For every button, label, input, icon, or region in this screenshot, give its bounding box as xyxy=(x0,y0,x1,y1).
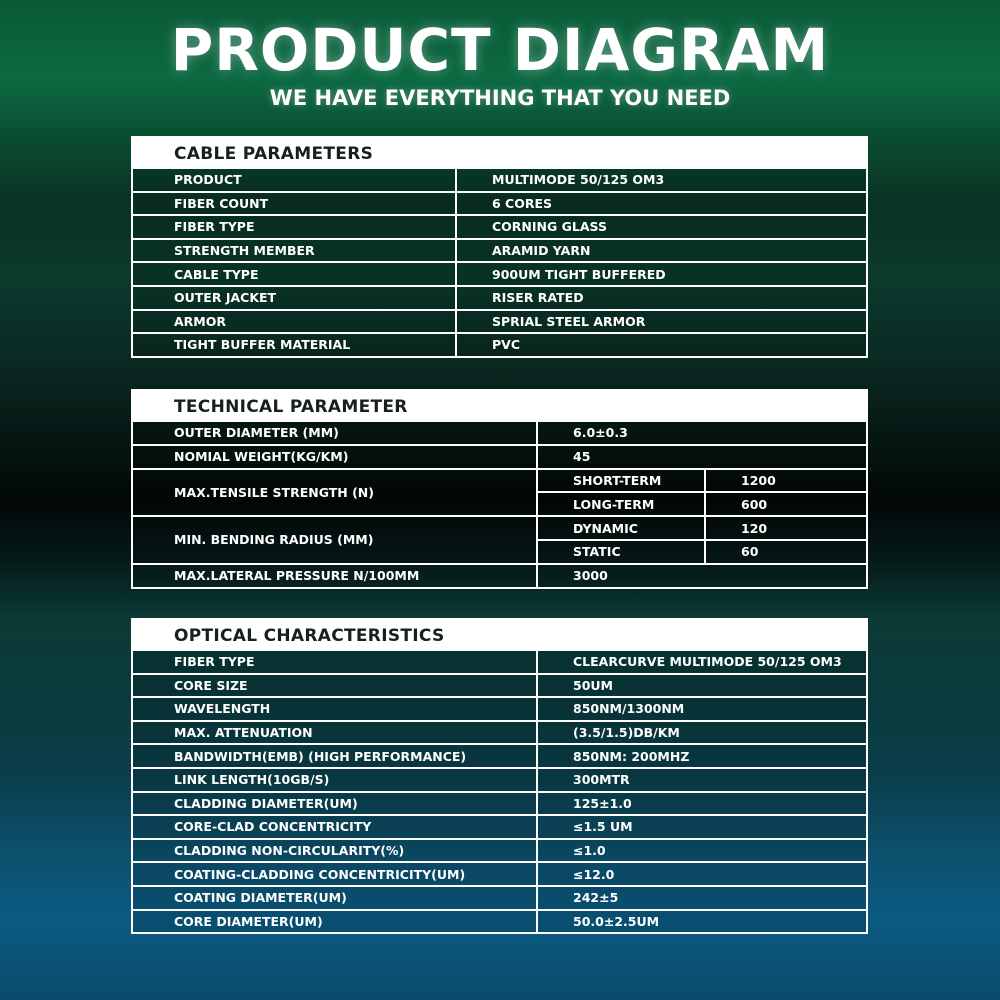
param-label: WAVELENGTH xyxy=(133,697,537,721)
param-value: SPRIAL STEEL ARMOR xyxy=(456,310,866,334)
table-row xyxy=(133,910,866,933)
param-sublabel: LONG-TERM xyxy=(537,492,705,516)
param-label: FIBER TYPE xyxy=(133,215,456,239)
table-row xyxy=(133,744,866,768)
param-sublabel: DYNAMIC xyxy=(537,516,705,540)
param-label: COATING DIAMETER(UM) xyxy=(133,886,537,910)
param-label: NOMIAL WEIGHT(KG/KM) xyxy=(133,445,537,469)
param-value: (3.5/1.5)DB/KM xyxy=(537,721,866,745)
param-value: 125±1.0 xyxy=(537,792,866,816)
table-row xyxy=(133,469,866,493)
param-label: MIN. BENDING RADIUS (MM) xyxy=(133,516,537,564)
param-value: 120 xyxy=(705,516,866,540)
table-row xyxy=(133,651,866,674)
param-value: RISER RATED xyxy=(456,286,866,310)
param-label: CABLE TYPE xyxy=(133,262,456,286)
param-label: MAX.LATERAL PRESSURE N/100MM xyxy=(133,564,537,587)
optical-characteristics-heading: OPTICAL CHARACTERISTICS xyxy=(133,620,866,651)
param-label: OUTER DIAMETER (MM) xyxy=(133,422,537,445)
table-row xyxy=(133,564,866,587)
param-value: 60 xyxy=(705,540,866,564)
param-label: PRODUCT xyxy=(133,169,456,192)
cable-parameters-heading: CABLE PARAMETERS xyxy=(133,138,866,169)
param-value: 50.0±2.5UM xyxy=(537,910,866,933)
param-value: 1200 xyxy=(705,469,866,493)
table-row xyxy=(133,862,866,886)
technical-parameter-table xyxy=(131,389,868,589)
param-value: ≤1.5 UM xyxy=(537,815,866,839)
table-row xyxy=(133,239,866,263)
table-row xyxy=(133,516,866,540)
param-label: STRENGTH MEMBER xyxy=(133,239,456,263)
param-value: 850NM: 200MHZ xyxy=(537,744,866,768)
param-label: CLADDING NON-CIRCULARITY(%) xyxy=(133,839,537,863)
table-row xyxy=(133,215,866,239)
param-value: MULTIMODE 50/125 OM3 xyxy=(456,169,866,192)
param-value: 6 CORES xyxy=(456,192,866,216)
param-value: 600 xyxy=(705,492,866,516)
table-row xyxy=(133,286,866,310)
param-value: PVC xyxy=(456,333,866,356)
param-value: 300MTR xyxy=(537,768,866,792)
param-sublabel: STATIC xyxy=(537,540,705,564)
table-row xyxy=(133,333,866,356)
param-value: 242±5 xyxy=(537,886,866,910)
optical-characteristics-table xyxy=(131,618,868,934)
param-label: BANDWIDTH(EMB) (HIGH PERFORMANCE) xyxy=(133,744,537,768)
param-value: 3000 xyxy=(537,564,866,587)
table-row xyxy=(133,886,866,910)
param-value: CLEARCURVE MULTIMODE 50/125 OM3 xyxy=(537,651,866,674)
table-row xyxy=(133,310,866,334)
param-sublabel: SHORT-TERM xyxy=(537,469,705,493)
table-row xyxy=(133,445,866,469)
param-label: MAX.TENSILE STRENGTH (N) xyxy=(133,469,537,517)
param-label: MAX. ATTENUATION xyxy=(133,721,537,745)
param-label: LINK LENGTH(10GB/S) xyxy=(133,768,537,792)
param-value: ≤1.0 xyxy=(537,839,866,863)
table-row xyxy=(133,169,866,192)
param-value: ARAMID YARN xyxy=(456,239,866,263)
param-value: 45 xyxy=(537,445,866,469)
param-value: ≤12.0 xyxy=(537,862,866,886)
table-row xyxy=(133,192,866,216)
table-row xyxy=(133,839,866,863)
technical-parameter-heading: TECHNICAL PARAMETER xyxy=(133,391,866,422)
param-label: CORE DIAMETER(UM) xyxy=(133,910,537,933)
table-row xyxy=(133,674,866,698)
param-value: 850NM/1300NM xyxy=(537,697,866,721)
param-value: 50UM xyxy=(537,674,866,698)
param-label: CORE SIZE xyxy=(133,674,537,698)
table-row xyxy=(133,768,866,792)
param-label: TIGHT BUFFER MATERIAL xyxy=(133,333,456,356)
param-label: OUTER JACKET xyxy=(133,286,456,310)
page-title: PRODUCT DIAGRAM xyxy=(170,16,830,84)
table-row xyxy=(133,792,866,816)
param-label: COATING-CLADDING CONCENTRICITY(UM) xyxy=(133,862,537,886)
table-row xyxy=(133,697,866,721)
page-subtitle: WE HAVE EVERYTHING THAT YOU NEED xyxy=(269,86,731,110)
param-label: FIBER TYPE xyxy=(133,651,537,674)
table-row xyxy=(133,721,866,745)
param-value: 900UM TIGHT BUFFERED xyxy=(456,262,866,286)
param-label: CLADDING DIAMETER(UM) xyxy=(133,792,537,816)
param-label: CORE-CLAD CONCENTRICITY xyxy=(133,815,537,839)
param-label: FIBER COUNT xyxy=(133,192,456,216)
table-row xyxy=(133,422,866,445)
param-value: CORNING GLASS xyxy=(456,215,866,239)
param-label: ARMOR xyxy=(133,310,456,334)
cable-parameters-table xyxy=(131,136,868,358)
table-row xyxy=(133,262,866,286)
table-row xyxy=(133,815,866,839)
param-value: 6.0±0.3 xyxy=(537,422,866,445)
